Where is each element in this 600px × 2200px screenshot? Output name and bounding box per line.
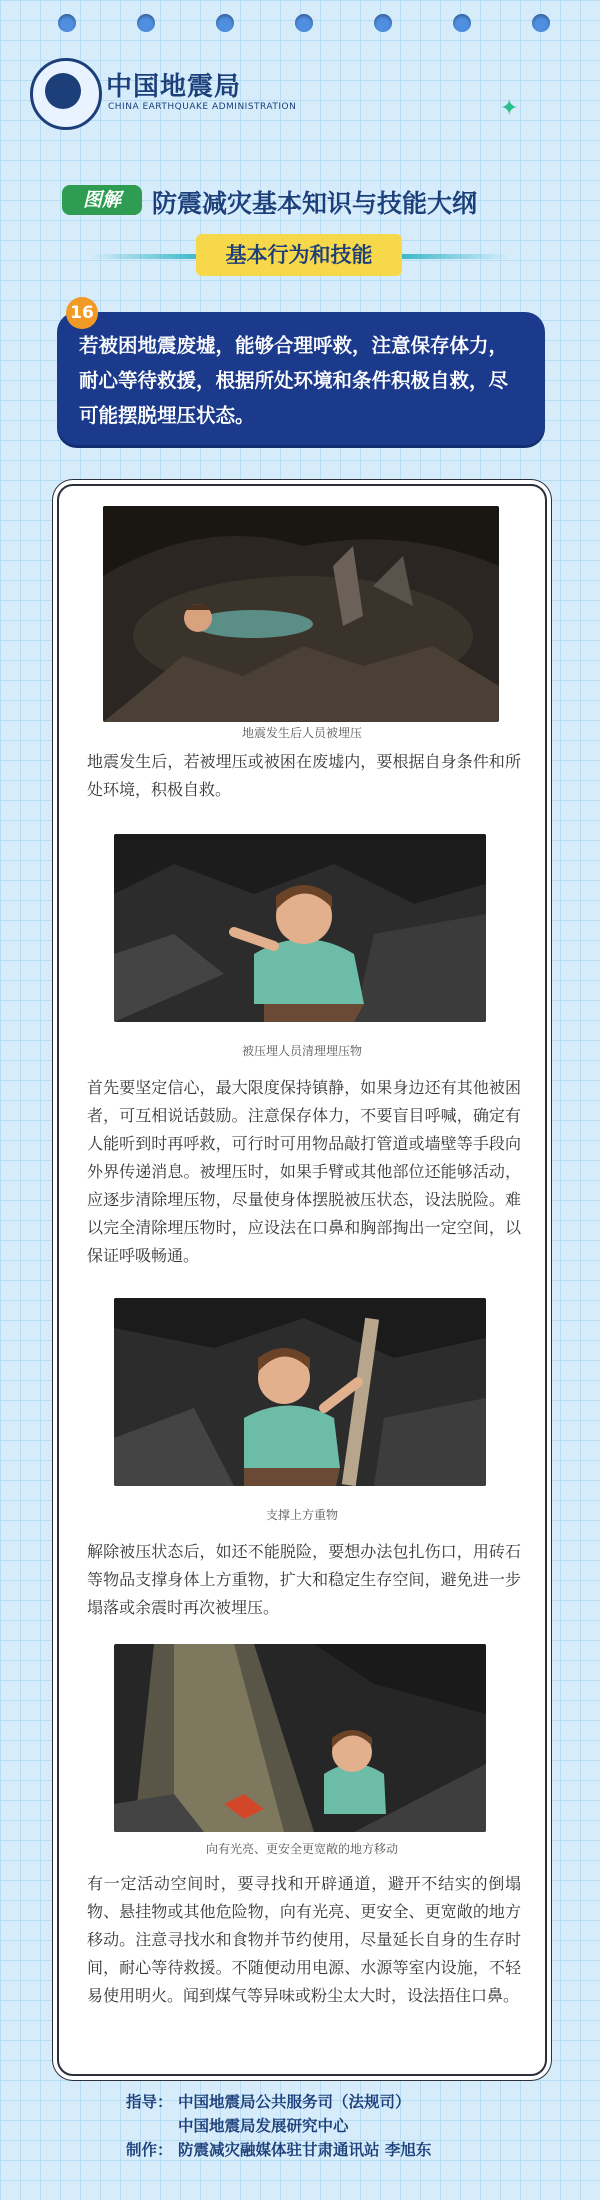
org-name-en: CHINA EARTHQUAKE ADMINISTRATION [108, 102, 297, 112]
image-caption: 被压埋人员清理埋压物 [241, 1044, 362, 1058]
image-caption: 支撑上方重物 [265, 1508, 338, 1522]
image-caption: 地震发生后人员被埋压 [241, 726, 362, 740]
binder-hole [453, 14, 471, 32]
page-title: 防震减灾基本知识与技能大纲 [152, 189, 478, 218]
rule-card [57, 312, 545, 445]
section-paragraph: 地震发生后，若被埋压或被困在废墟内，要根据自身条件和所处环境，积极自救。 [87, 752, 521, 799]
credit-guide-row-2 [126, 2114, 349, 2136]
credit-label: 指导： [126, 2093, 173, 2111]
binder-hole [216, 14, 234, 32]
section-paragraph: 首先要坚定信心，最大限度保持镇静，如果身边还有其他被困者，可互相说话鼓励。注意保存体力，不要盲目呼喊，确定有人能听到时再呼救，可行时可用物品敲打管道或墙壁等手段向外界传递消息。被埋压时，如果手臂或其他部位还能够活动，应逐步清除埋压物，尽量使身体摆脱被压状态，设法脱险。难以完全清除埋压物时，应设法在口鼻和胸部掏出一定空间，以保证呼吸畅通。 [87, 1078, 521, 1265]
binder-hole [58, 14, 76, 32]
binder-holes [0, 14, 600, 34]
credit-value: 中国地震局公共服务司（法规司） [178, 2093, 411, 2111]
cea-emblem-icon [30, 58, 102, 130]
credit-label: 制作： [126, 2141, 173, 2159]
section-paragraph: 有一定活动空间时，要寻找和开辟通道，避开不结实的倒塌物、悬挂物或其他危险物，向有光亮、更安全、更宽敞的地方移动。注意寻找水和食物并节约使用，尽量延长自身的生存时间，耐心等待救援。不随便动用电源、水源等室内设施，不轻易使用明火。闻到煤气等异味或粉尘太大时，设法捂住口鼻。 [87, 1874, 521, 2005]
title-band [62, 180, 540, 220]
binder-hole [137, 14, 155, 32]
binder-hole [532, 14, 550, 32]
illustration-moving-to-light [114, 1644, 486, 1832]
credit-value: 防震减灾融媒体驻甘肃通讯站 李旭东 [178, 2141, 432, 2159]
credit-guide-row [126, 2090, 411, 2112]
subtitle-band [0, 232, 600, 280]
divider [400, 254, 510, 259]
credit-value: 中国地震局发展研究中心 [178, 2117, 349, 2135]
image-caption: 向有光亮、更安全更宽敞的地方移动 [205, 1842, 398, 1856]
rule-text: 若被困地震废墟，能够合理呼救，注意保存体力，耐心等待救援，根据所处环境和条件积极自救，尽可能摆脱埋压状态。 [79, 334, 509, 427]
sparkle-icon: ✦ [500, 96, 519, 121]
subtitle: 基本行为和技能 [196, 234, 402, 276]
illustration-trapped [103, 506, 499, 722]
rule-number-badge: 16 [66, 297, 98, 329]
section-paragraph: 解除被压状态后，如还不能脱险，要想办法包扎伤口，用砖石等物品支撑身体上方重物，扩大和稳定生存空间，避免进一步塌落或余震时再次被埋压。 [87, 1542, 521, 1617]
credit-producer-row [126, 2138, 431, 2160]
divider [90, 254, 200, 259]
illustration-supporting-weight [114, 1298, 486, 1486]
binder-hole [374, 14, 392, 32]
title-badge: 图解 [62, 185, 142, 215]
content-card [57, 484, 547, 2076]
binder-hole [295, 14, 313, 32]
org-name: 中国地震局 [106, 72, 242, 102]
illustration-clearing-debris [114, 834, 486, 1022]
